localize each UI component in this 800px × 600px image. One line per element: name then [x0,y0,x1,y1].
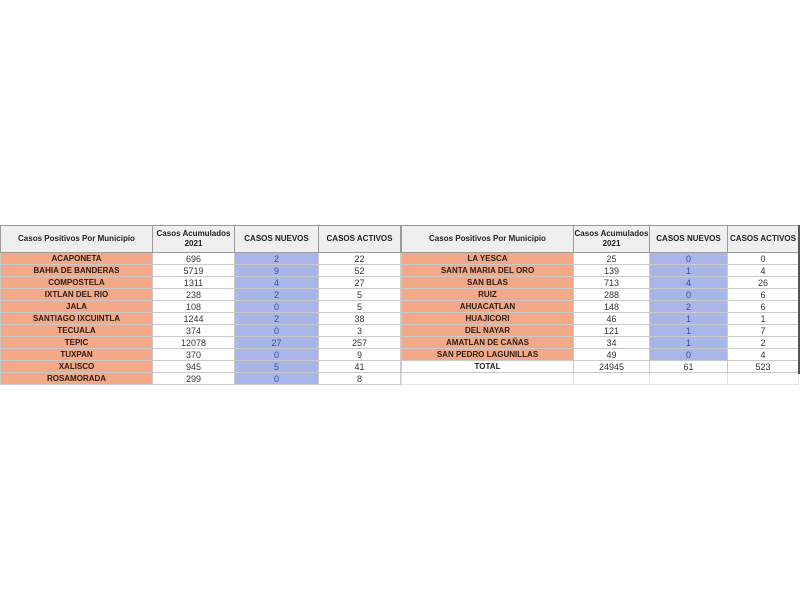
total-acumulados: 24945 [574,361,650,373]
acumulados-cell: 299 [153,373,235,385]
table-row [1,373,401,385]
acumulados-cell: 139 [574,265,650,277]
activos-cell: 4 [728,349,799,361]
activos-cell: 6 [728,289,799,301]
total-row [402,361,799,373]
table-row [402,349,799,361]
header-municipio: Casos Positivos Por Municipio [1,226,153,253]
activos-cell: 26 [728,277,799,289]
municipio-cell: BAHIA DE BANDERAS [1,265,153,277]
empty-row [402,373,799,385]
nuevos-cell: 0 [235,325,319,337]
header-municipio: Casos Positivos Por Municipio [402,226,574,253]
activos-cell: 41 [319,361,401,373]
nuevos-cell: 9 [235,265,319,277]
municipio-cell: HUAJICORI [402,313,574,325]
acumulados-cell: 288 [574,289,650,301]
table-row [1,337,401,349]
total-activos: 523 [728,361,799,373]
nuevos-cell: 2 [235,253,319,265]
table-row [1,349,401,361]
nuevos-cell: 2 [235,289,319,301]
table-row [402,277,799,289]
header-row [402,226,799,253]
acumulados-cell: 370 [153,349,235,361]
municipio-cell: TEPIC [1,337,153,349]
header-casos-acumulados: Casos Acumulados 2021 [574,226,650,253]
table-row [1,325,401,337]
activos-cell: 7 [728,325,799,337]
municipio-cell: ROSAMORADA [1,373,153,385]
nuevos-cell: 5 [235,361,319,373]
acumulados-cell: 46 [574,313,650,325]
acumulados-cell: 12078 [153,337,235,349]
acumulados-cell: 5719 [153,265,235,277]
activos-cell: 22 [319,253,401,265]
activos-cell: 4 [728,265,799,277]
municipio-cell: DEL NAYAR [402,325,574,337]
total-label: TOTAL [402,361,574,373]
empty-cell [728,373,799,385]
acumulados-cell: 696 [153,253,235,265]
header-casos-acumulados: Casos Acumulados 2021 [153,226,235,253]
municipio-cell: TECUALA [1,325,153,337]
right-cases-table [401,225,799,385]
acumulados-cell: 374 [153,325,235,337]
activos-cell: 3 [319,325,401,337]
table-row [1,289,401,301]
acumulados-cell: 34 [574,337,650,349]
activos-cell: 5 [319,289,401,301]
nuevos-cell: 1 [650,325,728,337]
nuevos-cell: 0 [235,373,319,385]
activos-cell: 1 [728,313,799,325]
municipio-cell: AHUACATLAN [402,301,574,313]
left-cases-table [0,225,401,385]
municipio-cell: COMPOSTELA [1,277,153,289]
acumulados-cell: 713 [574,277,650,289]
header-casos-activos: CASOS ACTIVOS [728,226,799,253]
activos-cell: 0 [728,253,799,265]
municipio-cell: TUXPAN [1,349,153,361]
acumulados-cell: 49 [574,349,650,361]
acumulados-cell: 945 [153,361,235,373]
nuevos-cell: 27 [235,337,319,349]
municipio-cell: SANTA MARIA DEL ORO [402,265,574,277]
municipio-cell: ACAPONETA [1,253,153,265]
municipio-cell: AMATLAN DE CAÑAS [402,337,574,349]
header-row [1,226,401,253]
header-casos-nuevos: CASOS NUEVOS [235,226,319,253]
municipio-cell: IXTLAN DEL RIO [1,289,153,301]
nuevos-cell: 0 [650,349,728,361]
activos-cell: 38 [319,313,401,325]
acumulados-cell: 108 [153,301,235,313]
municipio-cell: SANTIAGO IXCUINTLA [1,313,153,325]
nuevos-cell: 4 [235,277,319,289]
nuevos-cell: 2 [650,301,728,313]
activos-cell: 8 [319,373,401,385]
header-casos-activos: CASOS ACTIVOS [319,226,401,253]
municipio-cell: XALISCO [1,361,153,373]
table-row [402,253,799,265]
nuevos-cell: 0 [650,289,728,301]
table-row [1,361,401,373]
activos-cell: 6 [728,301,799,313]
table-row [402,265,799,277]
nuevos-cell: 1 [650,337,728,349]
municipio-cell: SAN BLAS [402,277,574,289]
activos-cell: 257 [319,337,401,349]
nuevos-cell: 2 [235,313,319,325]
nuevos-cell: 0 [650,253,728,265]
empty-cell [650,373,728,385]
nuevos-cell: 1 [650,265,728,277]
table-row [402,325,799,337]
nuevos-cell: 0 [235,349,319,361]
municipio-cell: SAN PEDRO LAGUNILLAS [402,349,574,361]
table-row [1,277,401,289]
acumulados-cell: 148 [574,301,650,313]
activos-cell: 5 [319,301,401,313]
table-row [402,301,799,313]
acumulados-cell: 238 [153,289,235,301]
municipio-cell: LA YESCA [402,253,574,265]
acumulados-cell: 121 [574,325,650,337]
acumulados-cell: 25 [574,253,650,265]
municipio-cell: JALA [1,301,153,313]
table-row [1,253,401,265]
activos-cell: 2 [728,337,799,349]
header-casos-nuevos: CASOS NUEVOS [650,226,728,253]
empty-cell [402,373,574,385]
table-row [402,313,799,325]
activos-cell: 27 [319,277,401,289]
table-row [402,337,799,349]
activos-cell: 52 [319,265,401,277]
municipio-cell: RUIZ [402,289,574,301]
nuevos-cell: 1 [650,313,728,325]
table-row [1,313,401,325]
spreadsheet-view [0,225,800,384]
activos-cell: 9 [319,349,401,361]
acumulados-cell: 1244 [153,313,235,325]
acumulados-cell: 1311 [153,277,235,289]
table-row [1,265,401,277]
table-row [1,301,401,313]
empty-cell [574,373,650,385]
nuevos-cell: 0 [235,301,319,313]
table-row [402,289,799,301]
nuevos-cell: 4 [650,277,728,289]
total-nuevos: 61 [650,361,728,373]
